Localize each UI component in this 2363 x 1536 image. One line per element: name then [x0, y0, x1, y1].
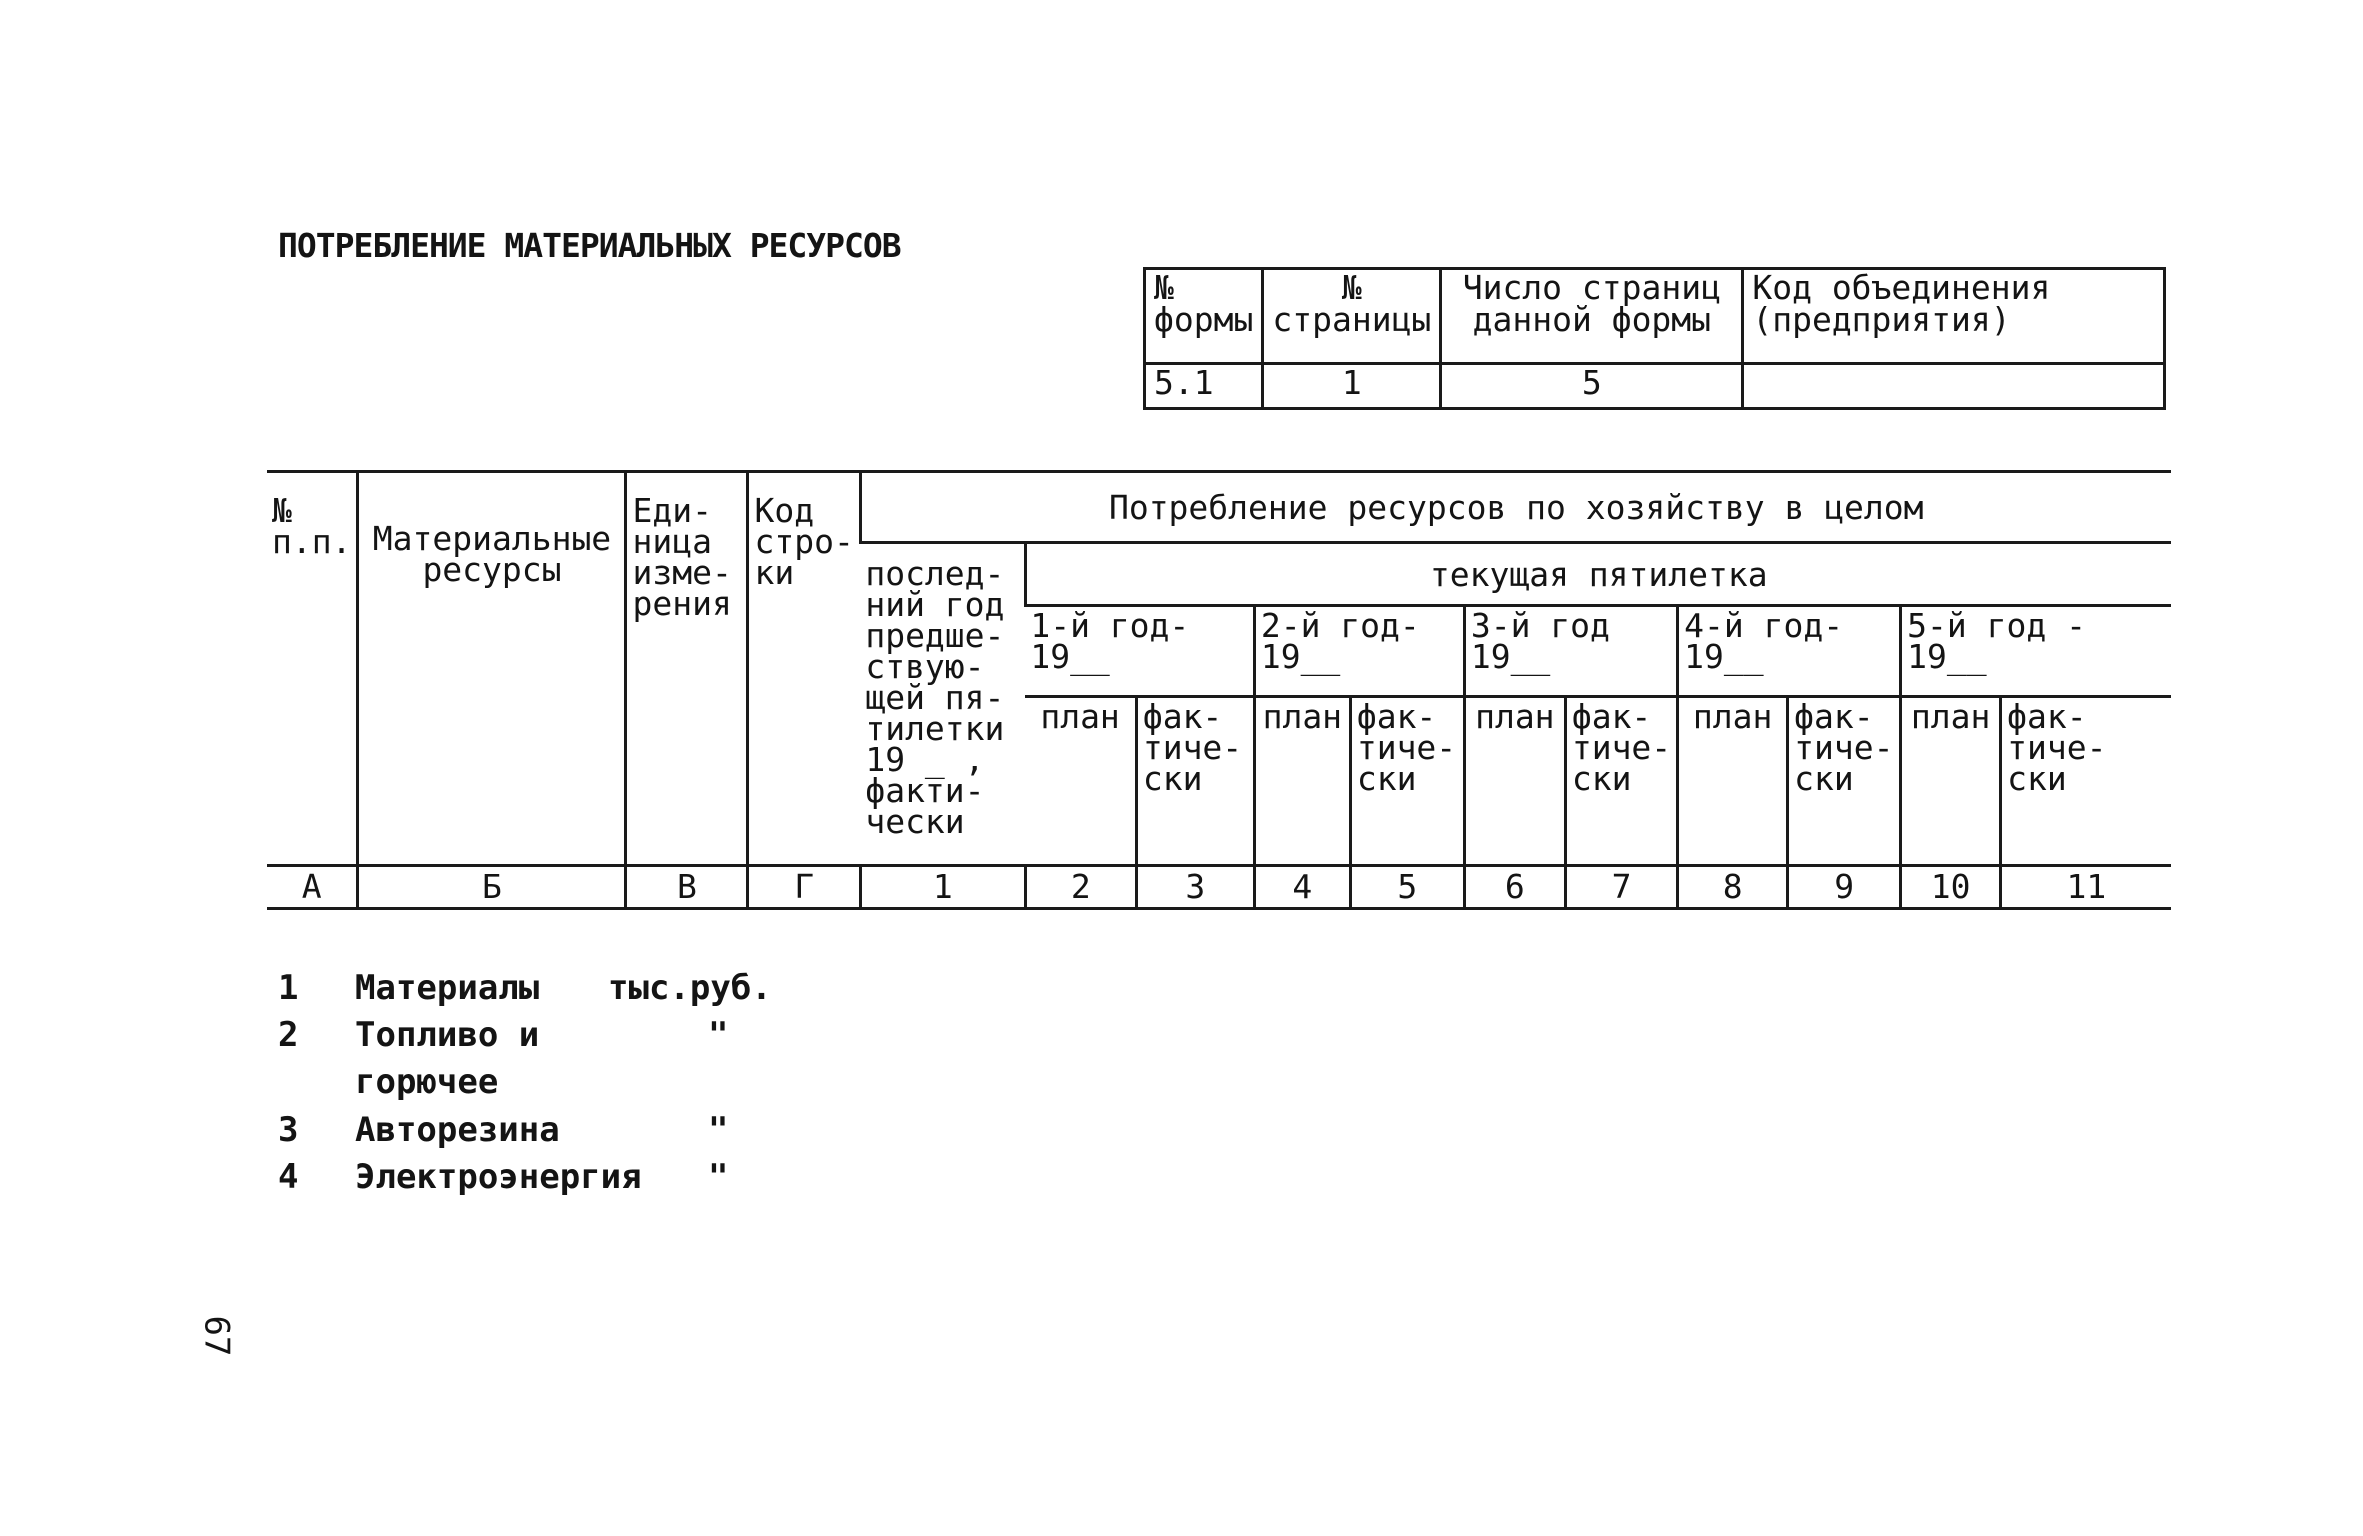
- row-unit: ": [708, 1157, 729, 1197]
- header-plan-4: план: [1678, 697, 1788, 866]
- row-number: 1: [278, 968, 299, 1008]
- form-number-header: № формы: [1145, 269, 1263, 364]
- header-unit: Еди- ница изме- рения: [626, 472, 748, 866]
- index-cell: 9: [1788, 866, 1901, 909]
- page-count-header: Число страниц данной формы: [1441, 269, 1743, 364]
- resources-table: [267, 470, 2171, 910]
- header-previous-year: послед- ний год предше- ствую- щей пя- тилетки 19 _ , факти- чески: [860, 543, 1025, 866]
- header-fact-3: фак- тиче- ски: [1565, 697, 1677, 866]
- index-cell: 10: [1901, 866, 2001, 909]
- row-unit: тыс.руб.: [608, 968, 772, 1008]
- header-year-1: 1-й год- 19__: [1025, 606, 1254, 697]
- index-cell: 6: [1464, 866, 1565, 909]
- header-plan-3: план: [1464, 697, 1565, 866]
- row-resource-name: Топливо и: [355, 1015, 540, 1055]
- header-fact-4: фак- тиче- ски: [1788, 697, 1901, 866]
- index-cell: 4: [1254, 866, 1350, 909]
- row-unit: ": [708, 1015, 729, 1055]
- row-resource-name: Авторезина: [355, 1110, 560, 1150]
- header-year-5: 5-й год - 19__: [1901, 606, 2171, 697]
- header-consumption-group: Потребление ресурсов по хозяйству в целом: [860, 472, 2170, 543]
- row-resource-name: горючее: [355, 1062, 499, 1102]
- header-plan-5: план: [1901, 697, 2001, 866]
- index-cell: 1: [860, 866, 1025, 909]
- index-cell: Б: [358, 866, 626, 909]
- index-cell: 11: [2001, 866, 2171, 909]
- index-cell: 2: [1025, 866, 1136, 909]
- header-year-4: 4-й год- 19__: [1678, 606, 1901, 697]
- association-code-header: Код объединения (предприятия): [1743, 269, 2165, 364]
- header-year-3: 3-й год 19__: [1464, 606, 1677, 697]
- row-resource-name: Электроэнергия: [355, 1157, 642, 1197]
- index-cell: А: [267, 866, 358, 909]
- row-number: 4: [278, 1157, 299, 1197]
- index-cell: 3: [1136, 866, 1254, 909]
- header-row-number: № п.п.: [267, 472, 358, 866]
- association-code-value: [1743, 364, 2165, 409]
- header-year-2: 2-й год- 19__: [1254, 606, 1464, 697]
- header-line-code: Код стро- ки: [748, 472, 860, 866]
- header-plan-2: план: [1254, 697, 1350, 866]
- form-number-value: 5.1: [1145, 364, 1263, 409]
- header-current-five-year-plan: текущая пятилетка: [1025, 543, 2170, 606]
- page-number-value: 1: [1263, 364, 1441, 409]
- header-fact-2: фак- тиче- ски: [1350, 697, 1464, 866]
- index-cell: 5: [1350, 866, 1464, 909]
- index-cell: В: [626, 866, 748, 909]
- row-number: 2: [278, 1015, 299, 1055]
- header-fact-1: фак- тиче- ски: [1136, 697, 1254, 866]
- page-number-header: № страницы: [1263, 269, 1441, 364]
- index-cell: 8: [1678, 866, 1788, 909]
- row-number: 3: [278, 1110, 299, 1150]
- row-unit: ": [708, 1110, 729, 1150]
- page-count-value: 5: [1441, 364, 1743, 409]
- form-info-table: [1143, 267, 2166, 410]
- index-cell: Г: [748, 866, 860, 909]
- page-number: 67: [196, 1315, 237, 1357]
- row-resource-name: Материалы: [355, 968, 540, 1008]
- header-fact-5: фак- тиче- ски: [2001, 697, 2171, 866]
- header-resources: Материальные ресурсы: [358, 472, 626, 866]
- index-cell: 7: [1565, 866, 1677, 909]
- document-title: ПОТРЕБЛЕНИЕ МАТЕРИАЛЬНЫХ РЕСУРСОВ: [278, 226, 901, 265]
- header-plan-1: план: [1025, 697, 1136, 866]
